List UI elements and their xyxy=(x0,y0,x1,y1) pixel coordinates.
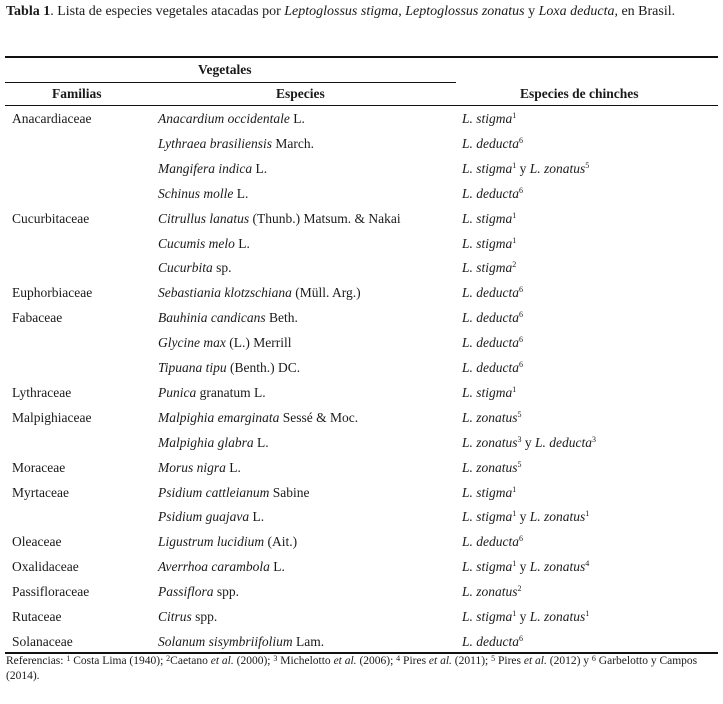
especie-cell xyxy=(158,280,361,305)
reference-sup: 5 xyxy=(585,160,590,170)
especie-cell xyxy=(158,131,314,156)
especie-authority: L. xyxy=(269,559,285,575)
especie-name: Malpighia glabra xyxy=(158,434,254,450)
ref-text: Pires xyxy=(495,655,524,667)
chinche-cell xyxy=(462,106,516,131)
caption-label: Tabla 1 xyxy=(6,4,51,19)
especie-cell xyxy=(158,106,305,131)
chinche-cell xyxy=(462,181,523,206)
reference-sup: 1 xyxy=(512,111,517,120)
especie-authority: L. xyxy=(234,235,250,251)
chinche-cell xyxy=(462,430,596,455)
chinche-cell xyxy=(462,604,589,629)
chinche-name: L. stigma xyxy=(462,210,513,226)
reference-sup: 1 xyxy=(512,509,517,519)
reference-sup: 1 xyxy=(585,609,590,618)
chinche-name: L. zonatus xyxy=(529,160,586,176)
caption-species: Loxa deducta xyxy=(538,4,615,19)
especie-name: Cucumis melo xyxy=(158,235,235,251)
especie-cell xyxy=(158,405,358,430)
ref-etal: et al. xyxy=(523,655,547,667)
references-label: Referencias: xyxy=(6,655,67,667)
chinche-cell xyxy=(462,255,516,280)
chinche-cell xyxy=(462,529,523,554)
table-row xyxy=(0,255,723,280)
especie-cell xyxy=(158,380,266,405)
especie-authority: Sessé & Moc. xyxy=(279,409,359,425)
chinche-name: L. stigma xyxy=(462,484,513,500)
chinche-name: L. stigma xyxy=(462,559,513,575)
ref-text: (2012) y xyxy=(546,655,592,667)
table-row xyxy=(0,181,723,206)
references xyxy=(6,654,718,684)
ref-sup: 6 xyxy=(591,654,596,663)
familia-cell: Passifloraceae xyxy=(12,584,90,600)
chinche-name: L. deducta xyxy=(462,534,519,550)
chinche-cell xyxy=(462,579,522,604)
especie-name: Passiflora xyxy=(158,584,214,600)
ref-text: (2011); xyxy=(451,655,492,667)
table-row xyxy=(0,430,723,455)
chinche-name: L. zonatus xyxy=(462,434,518,450)
especie-name: Sebastiania klotzschiana xyxy=(158,285,292,301)
table-row xyxy=(0,455,723,480)
familia-cell: Moraceae xyxy=(12,459,66,475)
reference-sup: 6 xyxy=(519,285,523,295)
reference-sup: 1 xyxy=(512,559,517,569)
header-vegetales: Vegetales xyxy=(198,62,252,77)
especie-authority: (Thunb.) Matsum. & Nakai xyxy=(249,210,401,226)
especie-name: Averrhoa carambola xyxy=(158,559,270,575)
chinche-name: L. stigma xyxy=(462,160,513,176)
ref-text: Michelotto xyxy=(277,655,334,667)
caption-species: Leptoglossus zonatus xyxy=(405,4,525,19)
familia-cell: Fabaceae xyxy=(12,310,63,326)
reference-sup: 6 xyxy=(519,310,523,320)
table-row xyxy=(0,156,723,181)
reference-sup: 1 xyxy=(512,609,517,618)
especie-authority: (Benth.) DC. xyxy=(226,360,301,375)
caption-text: , en Brasil. xyxy=(614,4,676,19)
table-row xyxy=(0,504,723,529)
especie-authority: Beth. xyxy=(265,310,298,326)
conjunction: y xyxy=(516,509,530,525)
chinche-cell xyxy=(462,330,523,355)
chinche-name: L. zonatus xyxy=(529,509,586,525)
chinche-cell xyxy=(462,405,522,430)
chinche-name: L. deducta xyxy=(462,633,519,649)
top-rule xyxy=(5,56,718,58)
ref-etal: et al. xyxy=(333,655,357,667)
especie-cell xyxy=(158,554,285,579)
ref-text: Garbelotto y Campos (2014). xyxy=(6,655,698,682)
reference-sup: 1 xyxy=(512,235,517,245)
conjunction: y xyxy=(516,609,530,624)
ref-text: Caetano xyxy=(170,655,211,667)
especie-cell xyxy=(158,604,217,629)
especie-authority: Lam. xyxy=(292,633,325,649)
table-caption xyxy=(6,3,718,20)
chinche-cell xyxy=(462,206,516,231)
chinche-name: L. deducta xyxy=(462,360,519,375)
reference-sup: 6 xyxy=(519,360,523,369)
chinche-cell xyxy=(462,280,523,305)
table-row xyxy=(0,231,723,256)
especie-authority: L. xyxy=(249,509,265,525)
chinche-name: L. deducta xyxy=(462,185,519,201)
especie-authority: granatum L. xyxy=(196,384,266,400)
especie-authority: Sabine xyxy=(269,484,310,500)
reference-sup: 1 xyxy=(512,484,517,494)
table-row xyxy=(0,106,723,131)
reference-sup: 5 xyxy=(517,409,522,419)
reference-sup: 6 xyxy=(519,335,523,345)
ref-etal: et al. xyxy=(210,655,234,667)
especie-authority: L. xyxy=(233,185,249,201)
chinche-name: L. zonatus xyxy=(529,609,586,624)
table-row xyxy=(0,380,723,405)
chinche-name: L. deducta xyxy=(462,285,519,301)
table-row xyxy=(0,480,723,505)
reference-sup: 2 xyxy=(512,260,517,270)
chinche-cell xyxy=(462,480,516,505)
especie-name: Mangifera indica xyxy=(158,160,253,176)
especie-authority: (Ait.) xyxy=(264,534,298,550)
conjunction: y xyxy=(521,434,536,450)
especie-name: Malpighia emarginata xyxy=(158,409,280,425)
table-row xyxy=(0,305,723,330)
caption-species: Leptoglossus stigma xyxy=(284,4,399,19)
especie-cell xyxy=(158,504,264,529)
especie-name: Citrullus lanatus xyxy=(158,210,250,226)
table-row xyxy=(0,355,723,380)
table-row xyxy=(0,604,723,629)
chinche-cell xyxy=(462,231,516,256)
reference-sup: 4 xyxy=(585,559,590,569)
conjunction: y xyxy=(516,160,530,176)
caption-text: y xyxy=(524,4,539,19)
especie-cell xyxy=(158,529,297,554)
header-especies: Especies xyxy=(276,86,325,101)
chinche-name: L. zonatus xyxy=(462,409,518,425)
header-chinches: Especies de chinches xyxy=(520,86,639,101)
ref-text: (2006); xyxy=(356,655,397,667)
table-row xyxy=(0,405,723,430)
chinche-cell xyxy=(462,355,523,380)
ref-text: (2000); xyxy=(233,655,274,667)
reference-sup: 2 xyxy=(517,584,522,594)
reference-sup: 6 xyxy=(519,135,523,145)
chinche-cell xyxy=(462,305,523,330)
especie-cell xyxy=(158,330,291,355)
especie-cell xyxy=(158,579,239,604)
chinche-name: L. zonatus xyxy=(462,584,518,600)
especie-authority: L. xyxy=(252,160,268,176)
table-row xyxy=(0,280,723,305)
especie-name: Lythraea brasiliensis xyxy=(158,135,272,151)
ref-sup: 1 xyxy=(66,654,71,663)
reference-sup: 6 xyxy=(519,185,523,195)
reference-sup: 6 xyxy=(519,633,523,643)
chinche-name: L. stigma xyxy=(462,384,513,400)
especie-authority: (L.) Merrill xyxy=(225,335,292,351)
reference-sup: 3 xyxy=(592,434,597,444)
table-row xyxy=(0,330,723,355)
especie-cell xyxy=(158,455,241,480)
familia-cell: Euphorbiaceae xyxy=(12,285,93,301)
familia-cell: Cucurbitaceae xyxy=(12,210,90,226)
especie-name: Psidium guajava xyxy=(158,509,250,525)
familia-cell: Anacardiaceae xyxy=(12,111,92,126)
especie-name: Anacardium occidentale xyxy=(158,111,290,126)
reference-sup: 1 xyxy=(585,509,590,519)
ref-text: Pires xyxy=(400,655,429,667)
especie-name: Schinus molle xyxy=(158,185,234,201)
reference-sup: 1 xyxy=(512,160,517,170)
caption-text: . Lista de especies vegetales atacadas por xyxy=(50,4,285,19)
familia-cell: Lythraceae xyxy=(12,384,72,400)
especie-name: Solanum sisymbriifolium xyxy=(158,633,293,649)
reference-sup: 3 xyxy=(517,434,522,444)
familia-cell: Solanaceae xyxy=(12,633,73,649)
chinche-name: L. stigma xyxy=(462,235,513,251)
ref-sup: 4 xyxy=(396,654,401,663)
reference-sup: 5 xyxy=(517,459,522,469)
table-row xyxy=(0,629,723,654)
especie-name: Tipuana tipu xyxy=(158,360,227,375)
especie-cell xyxy=(158,255,232,280)
especie-name: Ligustrum lucidium xyxy=(158,534,265,550)
table-row xyxy=(0,529,723,554)
especie-name: Cucurbita xyxy=(158,260,213,276)
chinche-name: L. zonatus xyxy=(462,459,518,475)
ref-sup: 3 xyxy=(273,654,278,663)
chinche-cell xyxy=(462,554,589,579)
table-row xyxy=(0,554,723,579)
especie-cell xyxy=(158,480,310,505)
especie-authority: spp. xyxy=(213,584,240,600)
ref-sup: 2 xyxy=(166,654,171,663)
chinche-name: L. deducta xyxy=(535,434,593,450)
especie-authority: L. xyxy=(253,434,269,450)
reference-sup: 6 xyxy=(519,534,523,544)
chinche-cell xyxy=(462,131,523,156)
chinche-name: L. deducta xyxy=(462,335,519,351)
especie-cell xyxy=(158,231,250,256)
chinche-name: L. stigma xyxy=(462,609,513,624)
chinche-name: L. deducta xyxy=(462,135,519,151)
chinche-name: L. zonatus xyxy=(529,559,586,575)
especie-cell xyxy=(158,206,401,231)
especie-name: Citrus xyxy=(158,609,192,624)
chinche-cell xyxy=(462,504,589,529)
especie-authority: L. xyxy=(225,459,241,475)
chinche-cell xyxy=(462,455,522,480)
familia-cell: Malpighiaceae xyxy=(12,409,92,425)
familia-cell: Oxalidaceae xyxy=(12,559,79,575)
especie-authority: sp. xyxy=(212,260,232,276)
reference-sup: 1 xyxy=(512,210,517,220)
table-row xyxy=(0,579,723,604)
familia-cell: Rutaceae xyxy=(12,609,62,624)
especie-cell xyxy=(158,181,248,206)
chinche-name: L. stigma xyxy=(462,509,513,525)
ref-sup: 5 xyxy=(491,654,496,663)
reference-sup: 1 xyxy=(512,384,517,394)
table-row xyxy=(0,206,723,231)
especie-cell xyxy=(158,629,324,654)
especie-name: Glycine max xyxy=(158,335,226,351)
chinche-name: L. stigma xyxy=(462,260,513,276)
especie-name: Psidium cattleianum xyxy=(158,484,270,500)
chinche-cell xyxy=(462,380,516,405)
especie-cell xyxy=(158,430,269,455)
ref-text: Costa Lima (1940); xyxy=(70,655,167,667)
group-rule xyxy=(5,82,456,83)
especie-authority: March. xyxy=(271,135,314,151)
table-row xyxy=(0,131,723,156)
chinche-cell xyxy=(462,629,523,654)
especie-authority: spp. xyxy=(191,609,218,624)
ref-etal: et al. xyxy=(428,655,452,667)
chinche-name: L. stigma xyxy=(462,111,513,126)
especie-name: Punica xyxy=(158,384,197,400)
especie-cell xyxy=(158,355,300,380)
caption-text: , xyxy=(398,4,406,19)
familia-cell: Oleaceae xyxy=(12,534,62,550)
familia-cell: Myrtaceae xyxy=(12,484,69,500)
especie-name: Morus nigra xyxy=(158,459,226,475)
chinche-cell xyxy=(462,156,589,181)
especie-cell xyxy=(158,156,267,181)
conjunction: y xyxy=(516,559,530,575)
header-familias: Familias xyxy=(52,86,102,101)
especie-authority: L. xyxy=(289,111,305,126)
chinche-name: L. deducta xyxy=(462,310,519,326)
especie-name: Bauhinia candicans xyxy=(158,310,266,326)
especie-authority: (Müll. Arg.) xyxy=(291,285,361,301)
especie-cell xyxy=(158,305,298,330)
